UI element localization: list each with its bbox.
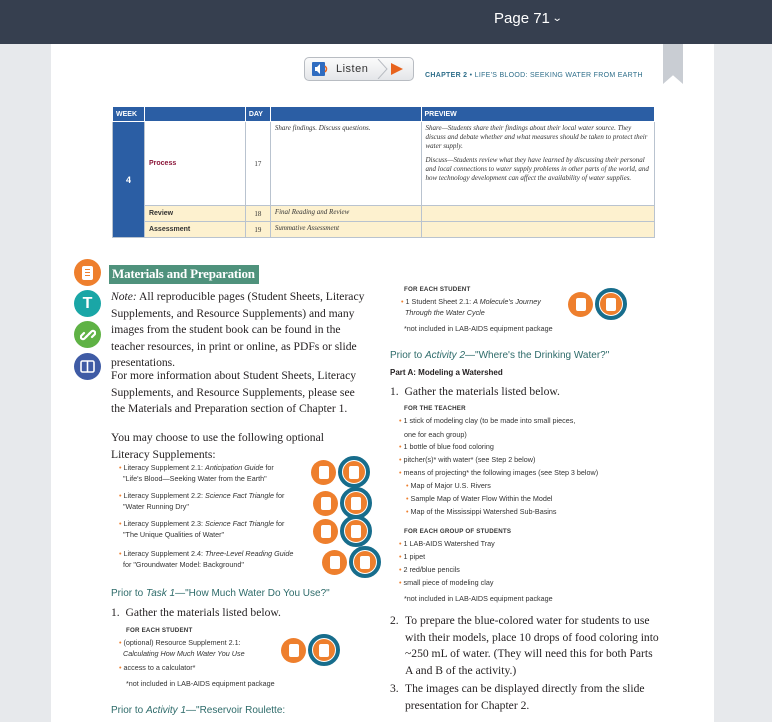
link-icon[interactable] [74,321,101,348]
day-cell: 18 [245,206,270,222]
list-item: one for each group) [404,430,467,439]
pdf-icon[interactable] [311,460,336,485]
slides-icon[interactable] [595,288,627,320]
task1-resource-icons[interactable] [281,638,340,666]
task1-heading: Prior to Task 1—"How Much Water Do You Use?" [111,588,330,599]
table-row [113,222,655,238]
activity2-heading: Prior to Activity 2—"Where's the Drinking Water?" [390,350,610,361]
materials-heading: Materials and Preparation [109,265,259,284]
chapter-number: CHAPTER 2 [425,72,468,79]
pdf-icon[interactable] [322,550,347,575]
list-item: • 1 pipet [399,552,426,561]
phase-cell: Assessment [144,222,245,238]
separator-icon [377,59,389,79]
slides-icon[interactable] [340,515,372,547]
step-2: To prepare the blue-colored water for students to use with their models, place 10 drops of food coloring into ~250 mL of water. (They will need this for both Parts A and B of the activity.) [405,614,659,677]
slides-icon[interactable] [338,456,370,488]
page-selector[interactable] [494,10,561,27]
slides-icon[interactable] [349,546,381,578]
activity-cell: Summative Assessment [274,224,340,232]
list-item: • 2 red/blue pencils [399,565,460,574]
list-item: • small piece of modeling clay [399,578,494,587]
header-day: DAY [245,107,270,122]
slides-icon[interactable] [308,634,340,666]
note-paragraph: Note: All reproducible pages (Student Sheets, Literacy Supplements, and Resource Supplements) and many images from the student book can be found in the teacher resources, in print or online, as PDFs or slide presentations. [111,290,365,369]
list-item: • Map of Major U.S. Rivers [406,481,491,490]
sheet-resource-icons[interactable] [568,292,627,320]
for-the-teacher-label: FOR THE TEACHER [404,405,466,412]
list-item: • (optional) Resource Supplement 2.1: Calculating How Much Water You Use [119,638,245,658]
step-3: The images can be displayed directly from the slide presentation for Chapter 2. [405,682,645,712]
book-icon[interactable] [74,353,101,380]
chevron-down-icon: ⌄ [551,13,563,24]
listen-button[interactable] [304,57,414,81]
pdf-icon[interactable] [313,519,338,544]
list-item: • Literacy Supplement 2.1: Anticipation Guide for "Life's Blood—Seeking Water from the Earth" [119,463,274,483]
step-1: 1. Gather the materials listed below. [390,385,560,398]
activity-cell: Share findings. Discuss questions. [274,124,371,132]
list-item: • Literacy Supplement 2.2: Science Fact Triangle for "Water Running Dry" [119,491,285,511]
top-bar [0,0,772,44]
text-tool-icon[interactable]: T [74,290,101,317]
pdf-icon[interactable] [313,491,338,516]
list-item: • pitcher(s)* with water* (see Step 2 below) [399,455,536,464]
week-number: 4 [113,122,145,238]
day-cell: 19 [245,222,270,238]
pdf-resource-icon[interactable] [74,259,101,286]
schedule-table [112,106,655,238]
listen-label: Listen [336,63,369,75]
list-item: • 1 stick of modeling clay (to be made into small pieces, [399,416,576,425]
list-item: • 1 LAB-AIDS Watershed Tray [399,539,495,548]
footnote: *not included in LAB-AIDS equipment package [404,324,553,333]
list-item: • 1 bottle of blue food coloring [399,442,494,451]
list-item: • Sample Map of Water Flow Within the Model [406,494,553,503]
footnote: *not included in LAB-AIDS equipment package [404,594,553,603]
list-item: • means of projecting* the following images (see Step 3 below) [399,468,599,477]
activity1-heading: Prior to Activity 1—"Reservoir Roulette: [111,705,286,716]
chapter-header: CHAPTER 2 • LIFE'S BLOOD: SEEKING WATER FROM EARTH [425,72,643,79]
supplement-resource-icons[interactable] [313,519,372,547]
for-each-group-label: FOR EACH GROUP OF STUDENTS [404,528,512,535]
list-item: • Map of the Mississippi Watershed Sub-Basins [406,507,557,516]
pdf-icon[interactable] [568,292,593,317]
list-item: • 1 Student Sheet 2.1: A Molecule's Journey Through the Water Cycle [401,297,541,317]
preview-cell: Share—Students share their findings about their local water source. They discuss and debate whether and what measures should be taken to protect their water supply. Discuss—Students review what they have learned by discussing their personal and local connections to water supply problems in other parts of the world, and how technology development can affect the availability of water supplies. [421,122,655,206]
page-number: Page 71 [494,10,550,27]
table-row [113,122,655,206]
header-week: WEEK [113,107,145,122]
supplement-resource-icons[interactable] [322,550,381,578]
supplement-resource-icons[interactable] [311,460,370,488]
play-icon[interactable] [391,63,403,75]
phase-cell: Process [144,122,245,206]
activity-cell: Final Reading and Review [274,208,350,216]
part-a-heading: Part A: Modeling a Watershed [390,368,503,377]
list-item: • Literacy Supplement 2.3: Science Fact Triangle for "The Unique Qualities of Water" [119,519,285,539]
task1-step: 1. Gather the materials listed below. [111,606,281,619]
chapter-title: LIFE'S BLOOD: SEEKING WATER FROM EARTH [474,72,643,79]
phase-cell: Review [144,206,245,222]
optional-paragraph: You may choose to use the following optional Literacy Supplements: [111,431,324,461]
for-each-student-label: FOR EACH STUDENT [404,286,471,293]
for-each-student-label: FOR EACH STUDENT [126,627,193,634]
table-row [113,206,655,222]
list-item: • access to a calculator* [119,663,196,672]
supplement-resource-icons[interactable] [313,491,372,519]
more-info-paragraph: For more information about Student Sheets, Literacy Supplements, and Resource Supplements, please see the Materials and Preparation section of Chapter 1. [111,369,357,415]
speaker-icon [312,61,330,77]
list-item: • Literacy Supplement 2.4: Three-Level Reading Guide for "Groundwater Model: Background" [119,549,294,569]
pdf-icon[interactable] [281,638,306,663]
header-preview: PREVIEW [421,107,655,122]
footnote: *not included in LAB-AIDS equipment package [126,679,275,688]
day-cell: 17 [245,122,270,206]
